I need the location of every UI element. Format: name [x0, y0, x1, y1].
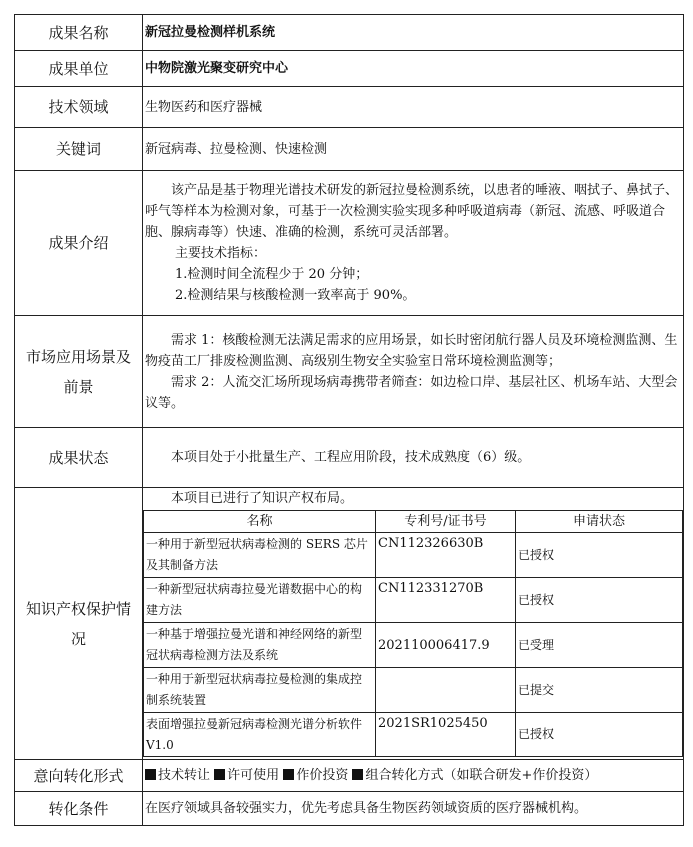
- label-ip-line2: 况: [70, 629, 86, 648]
- ip-item-name: 一种用于新型冠状病毒检测的 SERS 芯片及其制备方法: [144, 533, 376, 578]
- ip-item-number: 202110006417.9: [376, 623, 516, 668]
- label-ip-line1: 知识产权保护情: [25, 599, 131, 618]
- table-row: [144, 713, 683, 757]
- intro-metrics-title: 主要技术指标：: [175, 246, 267, 261]
- row-unit: [15, 51, 684, 87]
- transfer-option: 组合转化方式（如联合研发+作价投资）: [365, 768, 598, 783]
- market-need-2: 需求 2：人流交汇场所现场病毒携带者筛查：如边检口岸、基层社区、机场车站、大型会议等。: [145, 374, 678, 411]
- intro-paragraph: 该产品是基于物理光谱技术研发的新冠拉曼检测系统，以患者的唾液、咽拭子、鼻拭子、呼气等样本为检测对象，可基于一次检测实验实现多种呼吸道病毒（新冠、流感、呼吸道合胞、腺病毒等）快速、准确的检测，系统可灵活部署。: [145, 183, 679, 240]
- ip-item-name: 一种新型冠状病毒拉曼光谱数据中心的构建方法: [144, 578, 376, 623]
- ip-item-number: [376, 668, 516, 713]
- label-transfer: 意向转化形式: [15, 760, 143, 792]
- ip-item-name: 一种基于增强拉曼光谱和神经网络的新型冠状病毒检测方法及系统: [144, 623, 376, 668]
- transfer-option: 技术转让: [158, 768, 211, 783]
- label-keywords: 关键词: [15, 128, 143, 171]
- checked-box-icon: [352, 769, 363, 780]
- label-intro: 成果介绍: [15, 171, 143, 316]
- row-market: [15, 316, 684, 428]
- ip-table: [143, 510, 683, 757]
- row-status: [15, 428, 684, 488]
- label-field: 技术领域: [15, 87, 143, 128]
- table-row: [144, 623, 683, 668]
- value-transfer: [143, 760, 684, 792]
- ip-intro: 本项目已进行了知识产权布局。: [171, 491, 354, 506]
- transfer-option: 作价投资: [296, 768, 349, 783]
- ip-item-state: 已受理: [516, 623, 683, 668]
- ip-item-state: 已提交: [516, 668, 683, 713]
- ip-header-name: 名称: [144, 511, 376, 533]
- ip-item-state: 已授权: [516, 578, 683, 623]
- ip-item-number: CN112331270B: [376, 578, 516, 623]
- value-keywords: 新冠病毒、拉曼检测、快速检测: [143, 128, 684, 171]
- label-ip: [15, 488, 143, 760]
- value-ip: [143, 488, 684, 760]
- row-transfer: [15, 760, 684, 792]
- market-need-1: 需求 1：核酸检测无法满足需求的应用场景，如长时密闭航行器人员及环境检测监测、生物疫苗工厂排废检测监测、高级别生物安全实验室日常环境检测监测等；: [145, 332, 678, 369]
- ip-table-header: [144, 511, 683, 533]
- ip-item-name: 一种用于新型冠状病毒拉曼检测的集成控制系统装置: [144, 668, 376, 713]
- checked-box-icon: [283, 769, 294, 780]
- value-unit: 中物院激光聚变研究中心: [143, 51, 684, 87]
- ip-header-state: 申请状态: [516, 511, 683, 533]
- ip-item-number: CN112326630B: [376, 533, 516, 578]
- row-ip: [15, 488, 684, 760]
- checked-box-icon: [214, 769, 225, 780]
- row-field: [15, 87, 684, 128]
- table-row: [144, 668, 683, 713]
- ip-item-number: 2021SR1025450: [376, 713, 516, 757]
- transfer-option: 许可使用: [227, 768, 280, 783]
- ip-item-name: 表面增强拉曼新冠病毒检测光谱分析软件 V1.0: [144, 713, 376, 757]
- row-keywords: [15, 128, 684, 171]
- ip-header-number: 专利号/证书号: [376, 511, 516, 533]
- value-status: 本项目处于小批量生产、工程应用阶段，技术成熟度（6）级。: [143, 428, 684, 488]
- label-name: 成果名称: [15, 15, 143, 51]
- label-conditions: 转化条件: [15, 792, 143, 826]
- row-intro: [15, 171, 684, 316]
- label-market-line2: 前景: [63, 377, 94, 396]
- achievement-table: [14, 14, 684, 826]
- checked-box-icon: [145, 769, 156, 780]
- ip-item-state: 已授权: [516, 533, 683, 578]
- ip-item-state: 已授权: [516, 713, 683, 757]
- intro-metric-1: 1.检测时间全流程少于 20 分钟；: [175, 267, 369, 282]
- intro-metric-2: 2.检测结果与核酸检测一致率高于 90%。: [175, 288, 416, 303]
- label-unit: 成果单位: [15, 51, 143, 87]
- table-row: [144, 533, 683, 578]
- value-conditions: 在医疗领域具备较强实力，优先考虑具备生物医药领域资质的医疗器械机构。: [143, 792, 684, 826]
- row-conditions: [15, 792, 684, 826]
- table-row: [144, 578, 683, 623]
- label-market: [15, 316, 143, 428]
- value-intro: [143, 171, 684, 316]
- label-market-line1: 市场应用场景及: [25, 347, 131, 366]
- value-market: [143, 316, 684, 428]
- value-field: 生物医药和医疗器械: [143, 87, 684, 128]
- value-name: 新冠拉曼检测样机系统: [143, 15, 684, 51]
- row-name: [15, 15, 684, 51]
- label-status: 成果状态: [15, 428, 143, 488]
